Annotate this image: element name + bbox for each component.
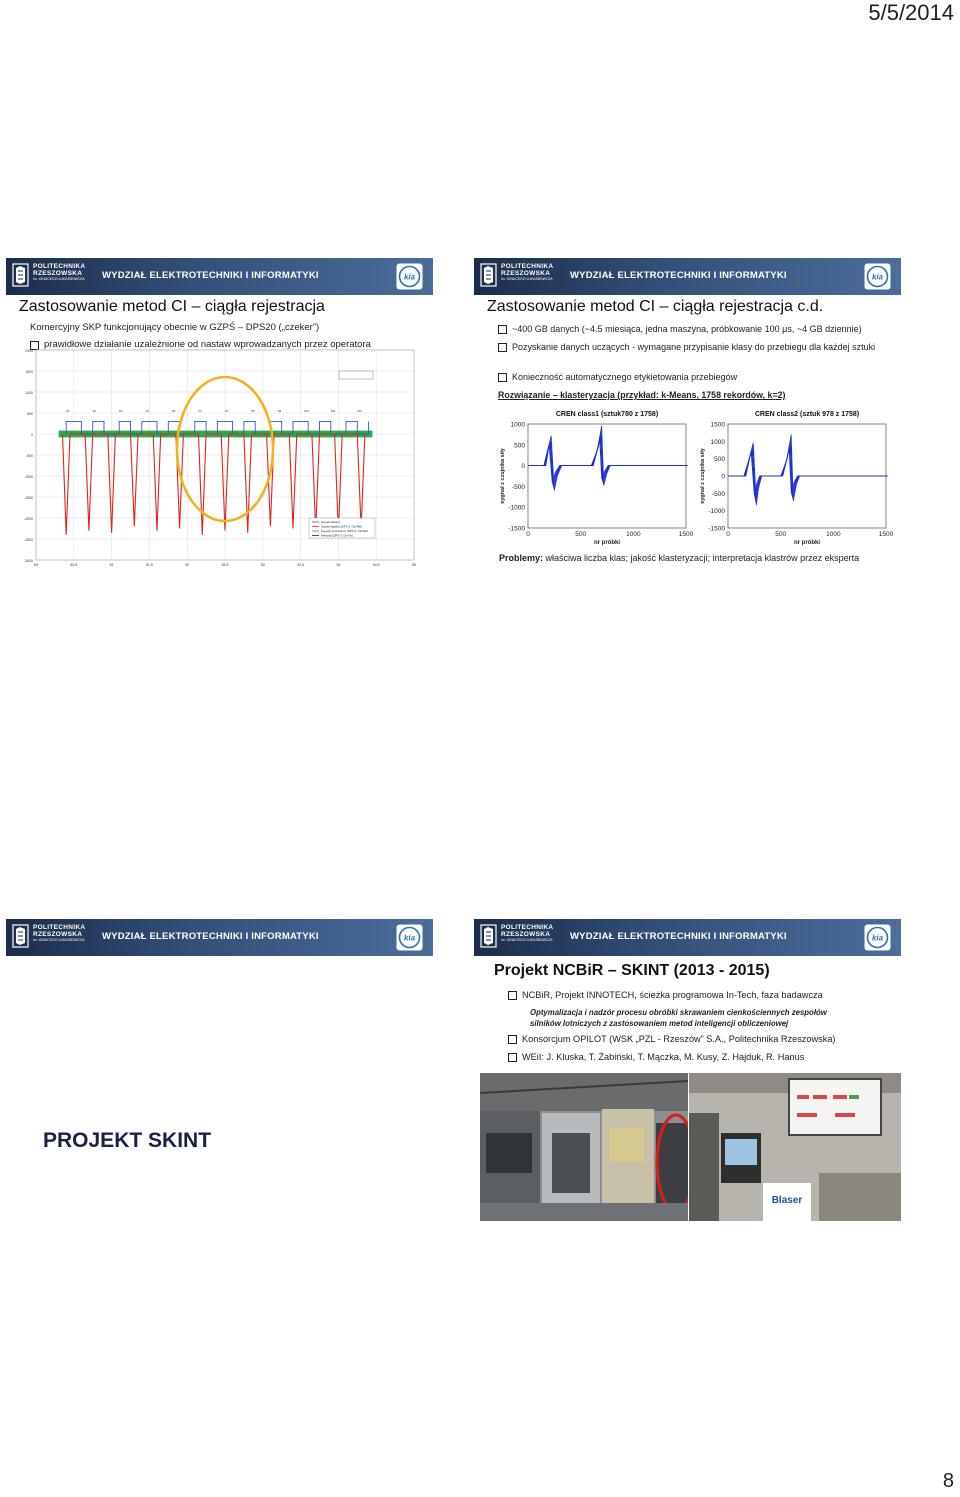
page-date: 5/5/2014 bbox=[868, 0, 954, 25]
y-tick-label: 500 bbox=[27, 412, 33, 416]
signal-chart bbox=[6, 346, 433, 570]
x-tick-label: 55 bbox=[412, 563, 416, 567]
page-number: 8 bbox=[942, 1470, 954, 1492]
university-name: POLITECHNIKA RZESZOWSKA im. IGNACEGO ŁUKASIEWICZA bbox=[33, 924, 86, 942]
kia-logo-icon bbox=[864, 263, 891, 290]
annotation-label: P7 bbox=[225, 410, 229, 414]
x-tick-label: 50.5 bbox=[70, 563, 78, 567]
bullet-item: ~400 GB danych (~4.5 miesiąca, jedna maszyna, próbkowanie 100 μs, ~4 GB dziennie) bbox=[498, 323, 898, 335]
x-axis-label: nr próbki bbox=[593, 540, 621, 546]
university-logo-icon bbox=[480, 263, 497, 287]
bullet-item: NCBiR, Projekt INNOTECH, ścieżka programowa In-Tech, faza badawcza bbox=[508, 989, 888, 1001]
x-tick-label: 50 bbox=[34, 563, 38, 567]
y-tick-label: -2500 bbox=[24, 538, 33, 542]
y-tick-label: 2000 bbox=[25, 349, 33, 353]
legend-entry: Sygnał przeniesiony (DPS S. Oln/Ref) bbox=[321, 529, 369, 533]
workshop-photo-machines bbox=[480, 1073, 688, 1221]
project-description: Optymalizacja i nadzór procesu obróbki skrawaniem cienkościennych zespołów silników lotniczych z zastosowaniem metod inteligencji obliczeniowej bbox=[530, 1008, 827, 1028]
y-tick-label: -1000 bbox=[708, 508, 725, 516]
x-tick-label: 51 bbox=[109, 563, 114, 567]
annotation-label: P9 bbox=[277, 410, 282, 414]
y-axis-label: sygnał z czujnika siły bbox=[700, 448, 706, 504]
svg-text:kia: kia bbox=[403, 933, 416, 943]
y-tick-label: 1000 bbox=[510, 421, 525, 429]
annotation-label: P3 bbox=[119, 410, 123, 414]
legend bbox=[309, 518, 375, 538]
slide-4 bbox=[474, 919, 901, 1231]
annotation-label: P1 bbox=[66, 410, 70, 414]
x-tick-label: 52 bbox=[185, 563, 190, 567]
legend-entry: Sygnał złapany bbox=[321, 520, 340, 524]
y-tick-label: -500 bbox=[25, 454, 33, 458]
y-tick-label: -500 bbox=[711, 490, 725, 498]
university-logo-icon bbox=[12, 263, 29, 287]
x-tick-label: 1500 bbox=[678, 531, 694, 538]
y-axis-label: sygnał z czujnika siły bbox=[500, 448, 506, 504]
x-tick-label: 1000 bbox=[826, 531, 841, 538]
university-logo-icon bbox=[480, 924, 497, 948]
bullet-item: WEiI: J. Kluska, T. Żabiński, T. Mączka, M. Kusy, Z. Hajduk, R. Hanus bbox=[508, 1051, 898, 1063]
slide-subtitle: Komercyjny SKP funkcjonujący obecnie w GZPŚ – DPS20 („czeker”) bbox=[30, 322, 320, 333]
marker-box bbox=[339, 371, 373, 379]
slide-banner bbox=[474, 258, 901, 295]
slide-banner bbox=[6, 258, 433, 295]
slide-1 bbox=[6, 258, 433, 570]
x-tick-label: 53.5 bbox=[297, 563, 305, 567]
solution-text: Rozwiązanie – klasteryzacja (przykład: k-Means, 1758 rekordów, k=2) bbox=[498, 390, 786, 400]
y-tick-label: 0 bbox=[721, 473, 725, 481]
department-name: WYDZIAŁ ELEKTROTECHNIKI I INFORMATYKI bbox=[570, 931, 787, 942]
slide-title: Zastosowanie metod CI – ciągła rejestracja bbox=[19, 298, 325, 315]
slide-2 bbox=[474, 258, 901, 570]
annotation-label: P4 bbox=[145, 410, 149, 414]
slide-title: Zastosowanie metod CI – ciągła rejestracja c.d. bbox=[487, 298, 824, 315]
slide-banner bbox=[6, 919, 433, 956]
x-tick-label: 51.5 bbox=[145, 563, 153, 567]
department-name: WYDZIAŁ ELEKTROTECHNIKI I INFORMATYKI bbox=[102, 931, 319, 942]
university-logo-icon bbox=[12, 924, 29, 948]
university-name: POLITECHNIKA RZESZOWSKA im. IGNACEGO ŁUKASIEWICZA bbox=[501, 263, 554, 281]
cluster1-chart bbox=[496, 406, 696, 554]
y-tick-label: -3000 bbox=[24, 559, 33, 563]
svg-text:kia: kia bbox=[403, 272, 416, 282]
annotation-label: P8 bbox=[251, 410, 255, 414]
slide-title: Projekt NCBiR – SKINT (2013 - 2015) bbox=[494, 962, 770, 979]
university-name: POLITECHNIKA RZESZOWSKA im. IGNACEGO ŁUKASIEWICZA bbox=[33, 263, 86, 281]
y-tick-label: 0 bbox=[521, 463, 525, 471]
annotation-label: P5 bbox=[172, 410, 176, 414]
department-name: WYDZIAŁ ELEKTROTECHNIKI I INFORMATYKI bbox=[570, 270, 787, 281]
cluster2-chart bbox=[696, 406, 896, 554]
problems-text: Problemy: właściwa liczba klas; jakość klasteryzacji; interpretacja klastrów przez eksperta bbox=[499, 553, 860, 563]
x-tick-label: 52.5 bbox=[221, 563, 229, 567]
bullet-item: Pozyskanie danych uczących - wymagane przypisanie klasy do przebiegu dla każdej sztuki bbox=[498, 341, 898, 353]
kia-logo-icon bbox=[396, 263, 423, 290]
y-tick-label: -1000 bbox=[508, 504, 525, 512]
annotation-label: P2 bbox=[92, 410, 96, 414]
legend-entry: Wartości (DPS S. Oln Pd) bbox=[321, 533, 353, 538]
x-tick-label: 500 bbox=[775, 531, 787, 538]
university-name: POLITECHNIKA RZESZOWSKA im. IGNACEGO ŁUKASIEWICZA bbox=[501, 924, 554, 942]
x-tick-label: 500 bbox=[575, 531, 587, 538]
bullet-item: prawidłowe działanie uzależnione od nastaw wprowadzanych przez operatora bbox=[30, 339, 430, 351]
kia-logo-icon bbox=[864, 924, 891, 951]
x-tick-label: 1000 bbox=[626, 531, 641, 538]
legend-entry: Sygnał złapany (DPS S. Oln/Ref) bbox=[321, 524, 363, 529]
y-tick-label: -1500 bbox=[708, 525, 725, 533]
x-tick-label: 54 bbox=[336, 563, 341, 567]
x-tick-label: 1500 bbox=[878, 531, 894, 538]
y-tick-label: -500 bbox=[511, 483, 525, 491]
x-tick-label: 54.5 bbox=[372, 563, 380, 567]
y-tick-label: -1000 bbox=[24, 475, 33, 479]
y-tick-label: -1500 bbox=[508, 525, 525, 533]
x-tick-label: 53 bbox=[260, 563, 265, 567]
workshop-photo-monitor bbox=[689, 1073, 901, 1221]
annotation-label: P10 bbox=[304, 410, 310, 414]
x-tick-label: 0 bbox=[726, 531, 730, 538]
x-axis-label: nr próbki bbox=[793, 540, 821, 546]
kia-logo-icon bbox=[396, 924, 423, 951]
svg-text:Blaser: Blaser bbox=[771, 1195, 803, 1206]
slide-3 bbox=[6, 919, 433, 1231]
chart-title: CREN class1 (sztuk780 z 1758) bbox=[555, 411, 659, 418]
annotation-label: P6 bbox=[198, 410, 202, 414]
bullet-item: Konsorcjum OPILOT (WSK „PZL - Rzeszów” S.A., Politechnika Rzeszowska) bbox=[508, 1033, 898, 1045]
slide-title: PROJEKT SKINT bbox=[43, 1129, 212, 1152]
y-tick-label: -1500 bbox=[24, 496, 33, 500]
department-name: WYDZIAŁ ELEKTROTECHNIKI I INFORMATYKI bbox=[102, 270, 319, 281]
x-tick-label: 0 bbox=[526, 531, 530, 538]
svg-text:kia: kia bbox=[871, 272, 884, 282]
y-tick-label: 1000 bbox=[710, 438, 725, 446]
bullet-item: Konieczność automatycznego etykietowania przebiegów bbox=[498, 371, 898, 383]
annotation-label: P12 bbox=[357, 410, 362, 414]
svg-text:kia: kia bbox=[871, 933, 884, 943]
slide-banner bbox=[474, 919, 901, 956]
y-tick-label: 1500 bbox=[710, 421, 725, 429]
chart-title: CREN class2 (sztuk 978 z 1758) bbox=[754, 411, 860, 418]
y-tick-label: 500 bbox=[714, 456, 725, 464]
y-tick-label: 1000 bbox=[25, 391, 33, 395]
y-tick-label: 500 bbox=[514, 442, 525, 450]
y-tick-label: 0 bbox=[31, 433, 33, 437]
y-tick-label: -2000 bbox=[24, 517, 33, 521]
y-tick-label: 1500 bbox=[25, 370, 33, 374]
annotation-label: P11 bbox=[330, 410, 336, 414]
